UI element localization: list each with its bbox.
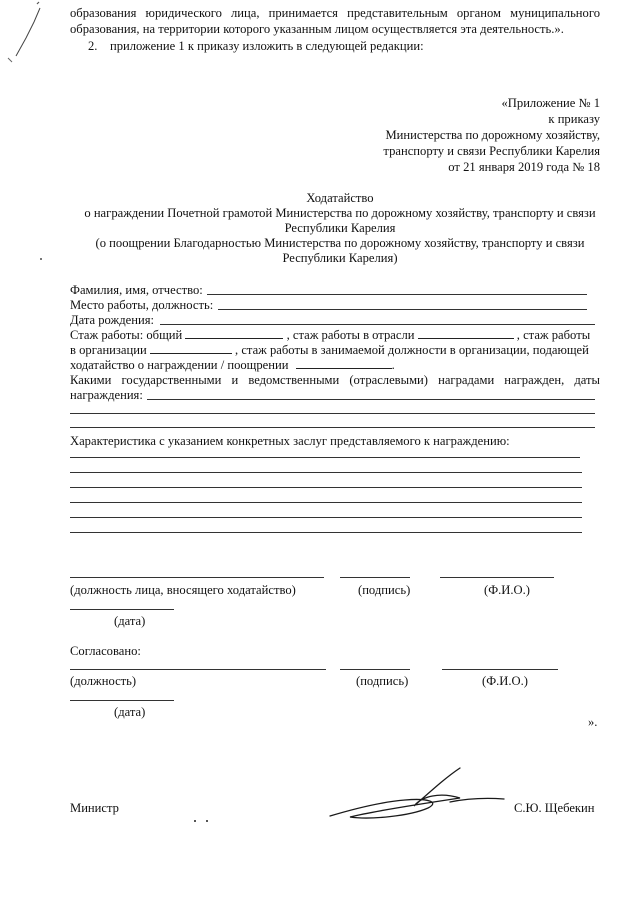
item-number: 2. <box>88 39 98 53</box>
in-org-label: в организации <box>70 343 147 357</box>
petition-row <box>70 357 395 373</box>
awards-field-extra-2[interactable] <box>70 427 595 428</box>
exp-org-field[interactable] <box>150 342 232 354</box>
agreed-signature-field[interactable] <box>340 669 410 670</box>
petitioner-date-caption: (дата) <box>114 614 146 628</box>
title-line-5: Республики Карелия) <box>282 251 398 265</box>
characteristic-line-3[interactable] <box>70 487 582 488</box>
exp-total-field[interactable] <box>185 327 283 339</box>
appendix-line-4: транспорту и связи Республики Карелия <box>383 144 600 158</box>
intro-line-1: образования юридического лица, принимается представительным органом муниципального <box>70 6 600 20</box>
birth-date-field[interactable] <box>160 324 595 325</box>
workplace-label: Место работы, должность: <box>70 298 214 312</box>
agreed-label: Согласовано: <box>70 644 141 658</box>
exp-position-label: , стаж работы в занимаемой должности в организации, подающей <box>235 343 589 357</box>
full-name-field[interactable] <box>207 294 587 295</box>
appendix-line-2: к приказу <box>548 112 600 126</box>
characteristic-line-5[interactable] <box>70 517 582 518</box>
appendix-line-5: от 21 января 2019 года № 18 <box>448 160 600 174</box>
scan-speck <box>40 258 42 260</box>
petitioner-position-caption: (должность лица, вносящего ходатайство) <box>70 583 296 597</box>
period: . <box>391 358 395 372</box>
item-text: приложение 1 к приказу изложить в следующей редакции: <box>110 39 424 53</box>
scan-speck <box>206 820 208 822</box>
minister-signature <box>310 762 510 832</box>
petitioner-position-field[interactable] <box>70 577 324 578</box>
awards-line-1: Какими государственными и ведомственными (отраслевыми) наградами награжден, даты <box>70 373 600 387</box>
appendix-line-3: Министерства по дорожному хозяйству, <box>385 128 600 142</box>
characteristic-line-4[interactable] <box>70 502 582 503</box>
title-line-2: о награждении Почетной грамотой Министерства по дорожному хозяйству, транспорту и связи <box>84 206 596 220</box>
exp-industry-field[interactable] <box>418 327 514 339</box>
petitioner-name-field[interactable] <box>440 577 554 578</box>
title-line-3: Республики Карелия <box>284 221 396 235</box>
petitioner-signature-field[interactable] <box>340 577 410 578</box>
agreed-date-field[interactable] <box>70 700 174 701</box>
title-line-1: Ходатайство <box>306 191 374 205</box>
closing-quote: ». <box>588 715 598 729</box>
characteristic-label: Характеристика с указанием конкретных заслуг представляемого к награждению: <box>70 434 510 448</box>
petition-label: ходатайство о награждении / поощрении <box>70 358 289 372</box>
agreed-position-field[interactable] <box>70 669 326 670</box>
agreed-position-caption: (должность) <box>70 674 137 688</box>
petitioner-signature-caption: (подпись) <box>358 583 411 597</box>
characteristic-line-6[interactable] <box>70 532 582 533</box>
agreed-signature-caption: (подпись) <box>356 674 409 688</box>
intro-line-2: образования, на территории которого указанным лицом осуществляется эта деятельность.». <box>70 22 564 36</box>
characteristic-line-1[interactable] <box>70 457 580 458</box>
petitioner-date-field[interactable] <box>70 609 174 610</box>
exp-total-label: Стаж работы: общий <box>70 328 183 342</box>
agreed-date-caption: (дата) <box>114 705 146 719</box>
characteristic-line-2[interactable] <box>70 472 582 473</box>
margin-pencil-mark <box>4 0 44 70</box>
title-line-4: (о поощрении Благодарностью Министерства по дорожному хозяйству, транспорту и связи <box>95 236 585 250</box>
awards-field[interactable] <box>147 399 595 400</box>
agreed-name-field[interactable] <box>442 669 558 670</box>
minister-title: Министр <box>70 801 119 815</box>
awards-field-extra-1[interactable] <box>70 413 595 414</box>
scan-speck <box>194 820 196 822</box>
petitioner-name-caption: (Ф.И.О.) <box>484 583 530 597</box>
workplace-field[interactable] <box>218 309 587 310</box>
experience-row <box>70 327 590 343</box>
full-name-label: Фамилия, имя, отчество: <box>70 283 203 297</box>
minister-name: С.Ю. Щебекин <box>514 801 595 815</box>
awards-label: награждения: <box>70 388 143 402</box>
agreed-name-caption: (Ф.И.О.) <box>482 674 528 688</box>
appendix-line-1: «Приложение № 1 <box>501 96 600 110</box>
exp-position-field[interactable] <box>296 357 392 369</box>
exp-industry-label: , стаж работы в отрасли <box>286 328 415 342</box>
birth-date-label: Дата рождения: <box>70 313 154 327</box>
org-experience-row <box>70 342 589 358</box>
exp-work-label: , стаж работы <box>516 328 591 342</box>
